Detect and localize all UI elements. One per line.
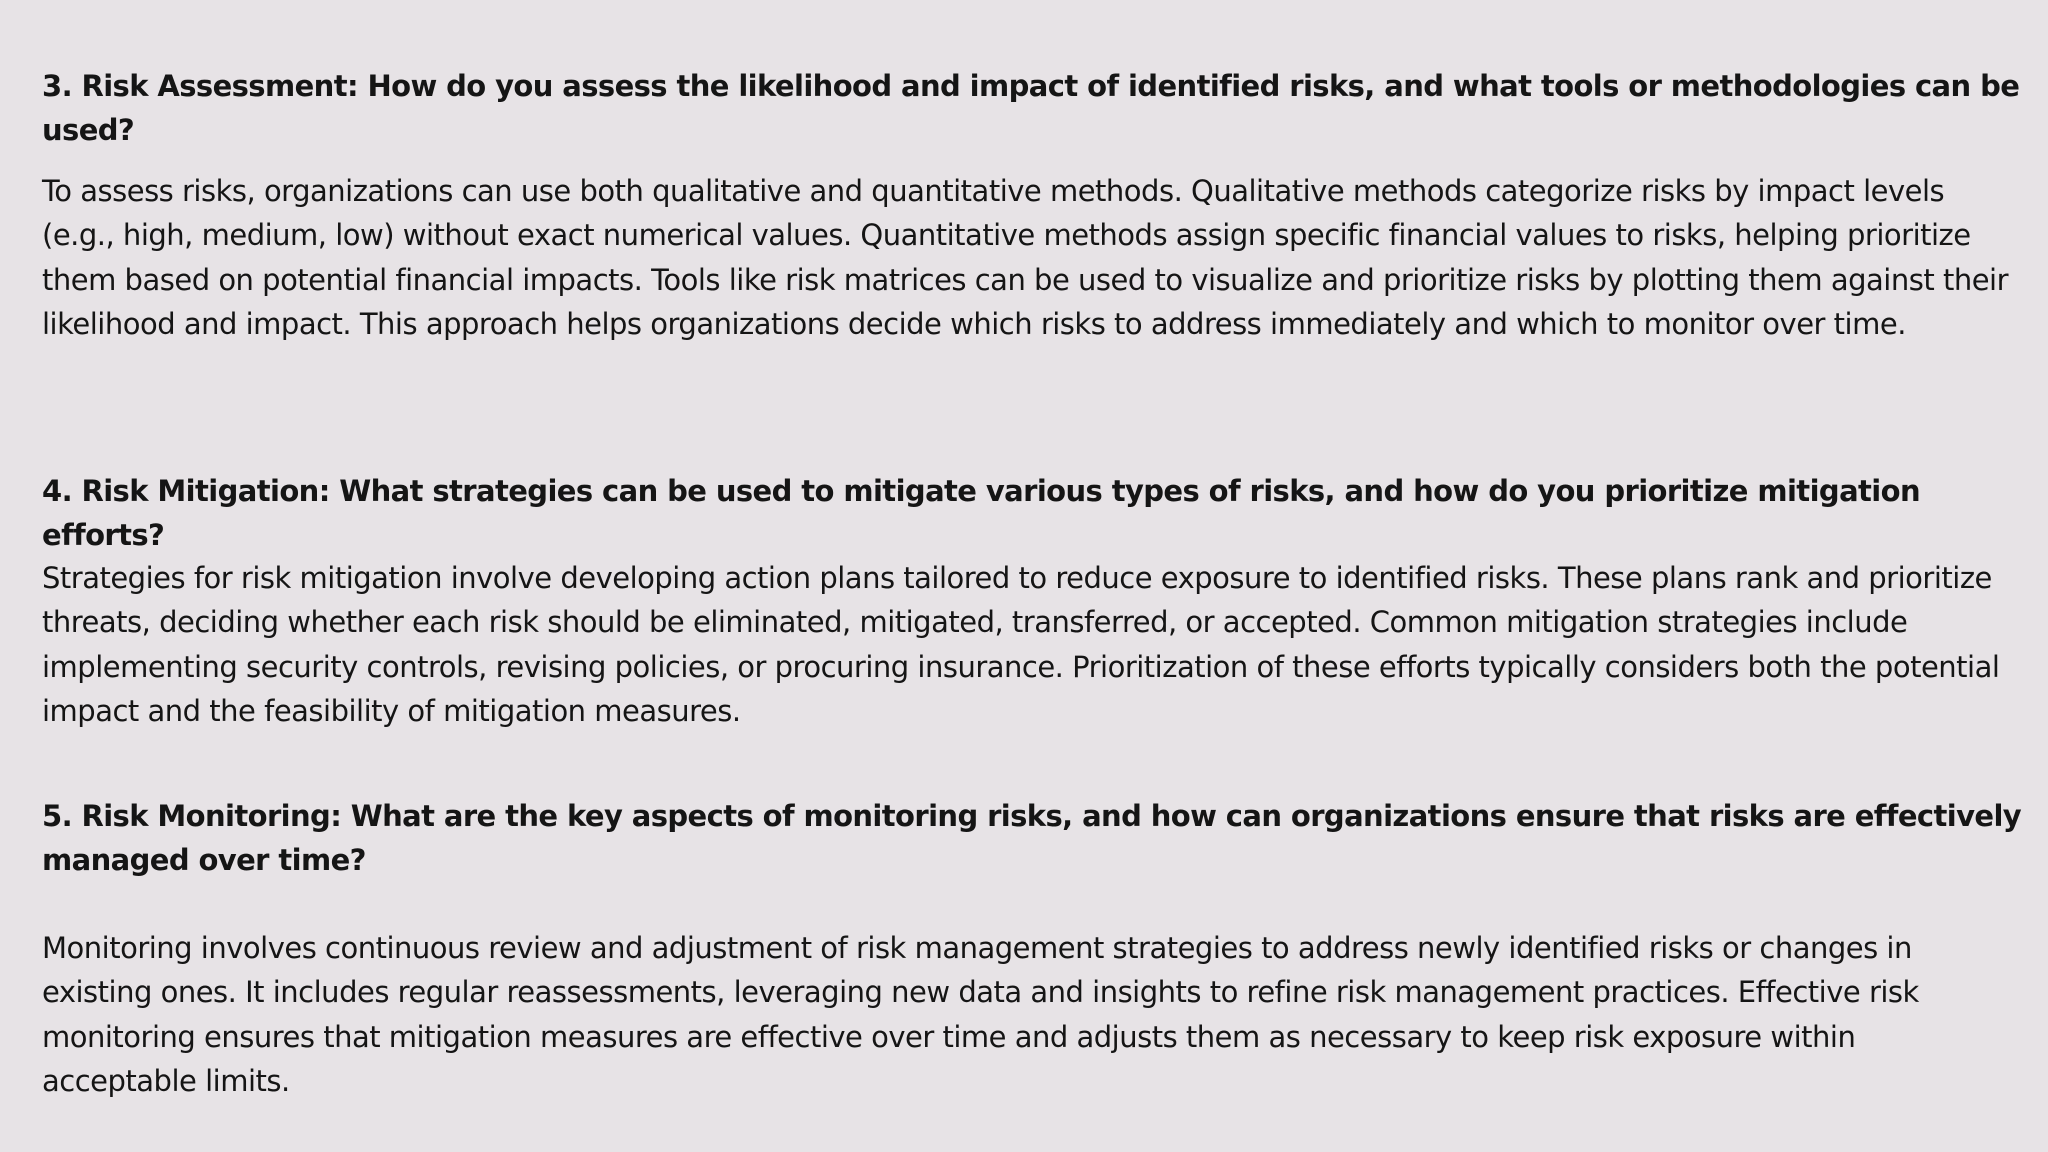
section-body-risk-monitoring: Monitoring involves continuous review and adjustment of risk management strategies to address newly identified risks or changes in existing ones. It includes regular reassessments, leveraging new data and insights to refine risk management practices. Effective risk monitoring ensures that mitigation measures are effective over time and adjusts them as necessary to keep risk exposure within acceptable limits. — [42, 931, 1919, 1098]
section-heading-risk-assessment: 3. Risk Assessment: How do you assess the likelihood and impact of identified risks, and what tools or methodologies can be used? — [42, 69, 2020, 147]
section-heading-risk-mitigation: 4. Risk Mitigation: What strategies can be used to mitigate various types of risks, and how do you prioritize mitigation efforts? — [42, 474, 1921, 552]
section-heading-risk-monitoring: 5. Risk Monitoring: What are the key aspects of monitoring risks, and how can organizations ensure that risks are effectively managed over time? — [42, 799, 2022, 877]
document-content — [42, 0, 2022, 1152]
section-body-risk-mitigation: Strategies for risk mitigation involve developing action plans tailored to reduce exposure to identified risks. These plans rank and prioritize threats, deciding whether each risk should be eliminated, mitigated, transferred, or accepted. Common mitigation strategies include implementing security controls, revising policies, or procuring insurance. Prioritization of these efforts typically considers both the potential impact and the feasibility of mitigation measures. — [42, 561, 2000, 728]
section-body-risk-assessment: To assess risks, organizations can use both qualitative and quantitative methods. Qualitative methods categorize risks by impact levels (e.g., high, medium, low) without exact numerical values. Quantitative methods assign specific financial values to risks, helping prioritize them based on potential financial impacts. Tools like risk matrices can be used to visualize and prioritize risks by plotting them against their likelihood and impact. This approach helps organizations decide which risks to address immediately and which to monitor over time. — [42, 174, 2009, 341]
